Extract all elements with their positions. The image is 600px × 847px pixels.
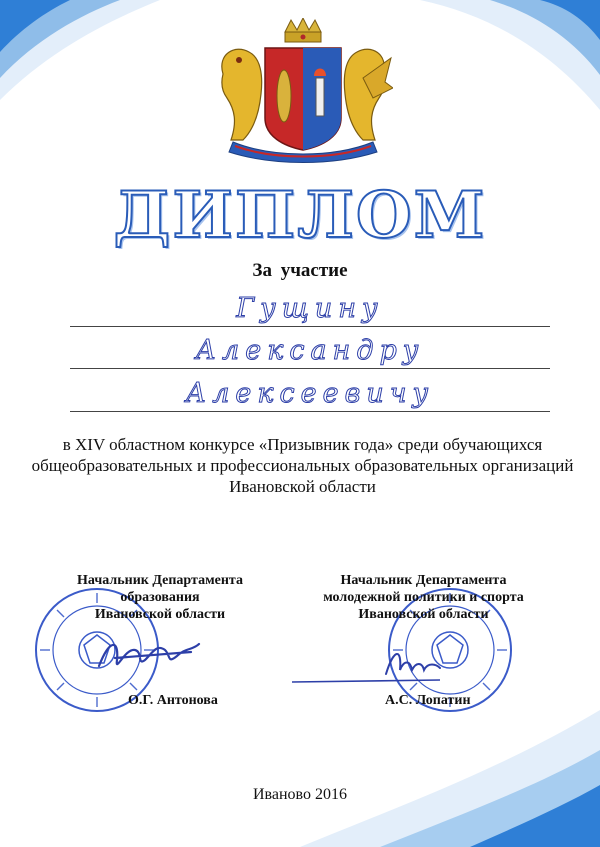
right-signatory-position: [296, 572, 551, 623]
diploma-title: ДИПЛОМ: [113, 178, 487, 253]
right-signatory-name: А.С. Лопатин: [385, 693, 471, 708]
left-position-line-2: образования: [120, 590, 200, 605]
coat-of-arms-emblem: [213, 18, 393, 166]
recipient-surname: Гущину: [236, 293, 384, 324]
right-position-line-1: Начальник Департамента: [340, 573, 507, 588]
award-heading: За участие: [252, 260, 348, 281]
left-position-line-1: Начальник Департамента: [77, 573, 243, 588]
recipient-patronymic: Алексеевичу: [185, 378, 435, 409]
diploma-description: в XIV областном конкурсе «Призывник года» среди обучающихся общеобразовательных и профессиональных образовательных организаций Ивановской области: [31, 435, 574, 496]
left-signatory-name: О.Г. Антонова: [128, 693, 218, 708]
left-handwritten-signature: [95, 630, 215, 680]
top-right-swoosh: [380, 0, 600, 120]
crown-icon: [285, 18, 321, 42]
footer-place-year: Иваново 2016: [252, 786, 347, 803]
name-line-surname: [70, 288, 550, 327]
name-line-first-name: [70, 330, 550, 369]
lion-supporter-icon: [222, 49, 262, 140]
left-signatory-position: [40, 572, 280, 623]
left-position-line-3: Ивановской области: [94, 607, 226, 622]
right-position-line-2: молодежной политики и спорта: [323, 590, 524, 605]
recipient-first-name: Александру: [195, 335, 425, 366]
top-left-swoosh: [0, 0, 170, 110]
right-position-line-3: Ивановской области: [358, 607, 489, 622]
griffin-supporter-icon: [344, 49, 393, 140]
name-line-patronymic: [70, 373, 550, 412]
right-handwritten-signature: [290, 640, 470, 690]
shield-icon: [265, 48, 341, 150]
